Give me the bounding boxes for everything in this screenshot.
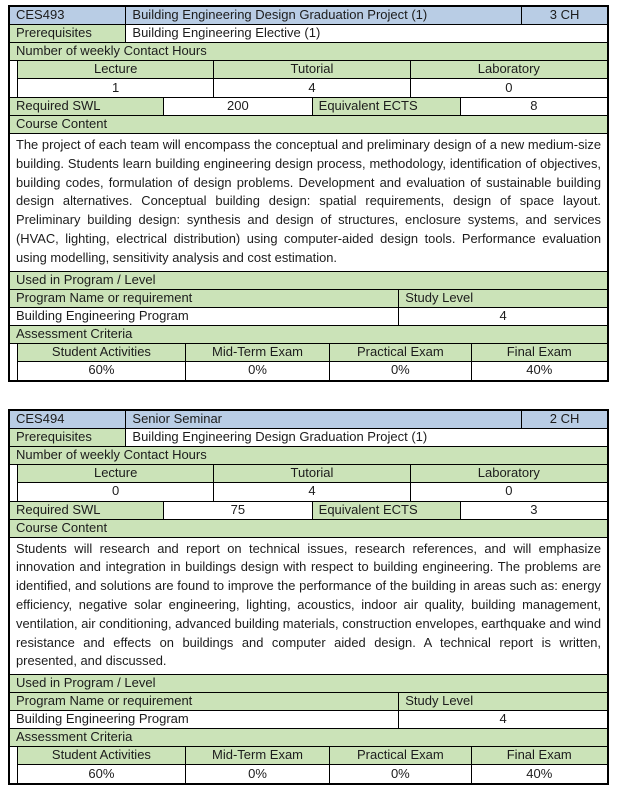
contact-hours-header-row bbox=[10, 447, 607, 465]
assessment-value-midterm-exam: 0% bbox=[186, 765, 330, 783]
contact-hours-header: Number of weekly Contact Hours bbox=[10, 447, 607, 465]
assessment-value-practical-exam: 0% bbox=[330, 765, 471, 783]
course-header-row bbox=[10, 7, 607, 25]
contact-col-header-tutorial: Tutorial bbox=[214, 465, 410, 483]
assessment-value-midterm-exam: 0% bbox=[186, 362, 330, 380]
course-content-text: The project of each team will encompass the conceptual and preliminary design of a new medium-size building. Students learn building engineering design process, methodology, identification of objectives, building codes, formulation of design problems. Development and evaluation of sustainable building design alternatives. Conceptual building design: spatial requirements, design of space layout. Preliminary building design: synthesis and design of structures, enclosure systems, and services (HVAC, lighting, electrical distribution) using computer-aided design tools. Performance evaluation using modelling, sensitivity analysis and cost estimation. bbox=[10, 134, 607, 272]
contact-col-header-lecture: Lecture bbox=[18, 465, 214, 483]
contact-col-header-tutorial: Tutorial bbox=[214, 61, 410, 79]
program-level-header-row bbox=[10, 693, 607, 711]
prerequisites-label: Prerequisites bbox=[10, 429, 126, 447]
required-swl-label: Required SWL bbox=[10, 98, 164, 116]
contact-value-laboratory: 0 bbox=[505, 79, 513, 95]
study-level-label: Study Level bbox=[399, 693, 607, 711]
study-level-value: 4 bbox=[399, 711, 607, 729]
contact-value-lecture: 1 bbox=[18, 79, 214, 97]
assessment-col-student-activities: Student Activities bbox=[18, 747, 186, 765]
course-code: CES493 bbox=[10, 7, 126, 25]
assessment-subtable bbox=[17, 344, 607, 380]
prerequisites-value: Building Engineering Design Graduation Project (1) bbox=[126, 429, 607, 447]
contact-value-laboratory: 0 bbox=[505, 483, 513, 499]
assessment-criteria-header: Assessment Criteria bbox=[10, 326, 607, 344]
program-name-label: Program Name or requirement bbox=[10, 290, 399, 308]
contact-hours-header: Number of weekly Contact Hours bbox=[10, 43, 607, 61]
required-swl-value: 200 bbox=[164, 98, 313, 116]
contact-hours-subtable bbox=[17, 465, 607, 501]
required-swl-label: Required SWL bbox=[10, 502, 164, 520]
course-content-header-row bbox=[10, 116, 607, 134]
course-title: Senior Seminar bbox=[126, 411, 522, 429]
equivalent-ects-label: Equivalent ECTS bbox=[313, 502, 461, 520]
swl-ects-row bbox=[10, 97, 607, 116]
equivalent-ects-value: 8 bbox=[461, 98, 607, 116]
program-name-label: Program Name or requirement bbox=[10, 693, 399, 711]
assessment-columns-row bbox=[18, 747, 607, 765]
course-title: Building Engineering Design Graduation Project (1) bbox=[126, 7, 522, 25]
used-in-program-row bbox=[10, 272, 607, 290]
course-content-row bbox=[10, 538, 607, 676]
course-content-header: Course Content bbox=[10, 520, 607, 538]
contact-col-header-laboratory: Laboratory bbox=[411, 465, 607, 483]
assessment-value-student-activities: 60% bbox=[18, 362, 186, 380]
assessment-header-row bbox=[10, 326, 607, 344]
program-name-value: Building Engineering Program bbox=[10, 711, 399, 729]
program-level-value-row bbox=[10, 308, 607, 326]
assessment-columns-row bbox=[18, 344, 607, 362]
program-level-value-row bbox=[10, 711, 607, 729]
course-content-header: Course Content bbox=[10, 116, 607, 134]
assessment-value-student-activities: 60% bbox=[18, 765, 186, 783]
used-in-program-row bbox=[10, 675, 607, 693]
credit-hours-badge: 3 CH bbox=[522, 7, 607, 25]
course-content-header-row bbox=[10, 520, 607, 538]
assessment-values-row bbox=[18, 765, 607, 783]
assessment-value-final-exam: 40% bbox=[526, 362, 553, 378]
course-content-text: Students will research and report on technical issues, research references, and will emphasize innovation and integration in buildings design with respect to building engineering. The problems are identified, and solutions are found to improve the performance of the building in areas such as: energy efficiency, negative solar engineering, lighting, acoustics, indoor air quality, building management, ventilation, air conditioning, advanced building materials, construction envelopes, earthquake and wind resistance and effects on buildings and computer aided design. A technical report is written, presented, and discussed. bbox=[10, 538, 607, 676]
assessment-col-practical-exam: Practical Exam bbox=[330, 747, 471, 765]
contact-values-row bbox=[18, 79, 607, 97]
course-table-ces493 bbox=[8, 5, 609, 382]
study-level-value: 4 bbox=[399, 308, 607, 326]
course-table-ces494 bbox=[8, 409, 609, 785]
assessment-col-practical-exam: Practical Exam bbox=[330, 344, 471, 362]
required-swl-value: 75 bbox=[164, 502, 313, 520]
assessment-subtable bbox=[17, 747, 607, 783]
assessment-value-final-exam: 40% bbox=[526, 765, 553, 781]
contact-values-row bbox=[18, 483, 607, 501]
assessment-col-midterm-exam: Mid-Term Exam bbox=[186, 747, 330, 765]
contact-value-lecture: 0 bbox=[18, 483, 214, 501]
equivalent-ects-label: Equivalent ECTS bbox=[313, 98, 461, 116]
assessment-col-student-activities: Student Activities bbox=[18, 344, 186, 362]
assessment-values-row bbox=[18, 362, 607, 380]
credit-hours-badge: 2 CH bbox=[522, 411, 607, 429]
contact-col-header-laboratory: Laboratory bbox=[411, 61, 607, 79]
assessment-col-final-exam: Final Exam bbox=[472, 344, 607, 362]
course-content-row bbox=[10, 134, 607, 272]
contact-columns-row bbox=[18, 61, 607, 79]
course-code: CES494 bbox=[10, 411, 126, 429]
used-in-program-header: Used in Program / Level bbox=[10, 675, 607, 693]
contact-hours-subtable bbox=[17, 61, 607, 97]
contact-columns-row bbox=[18, 465, 607, 483]
prerequisites-row bbox=[10, 429, 607, 447]
contact-col-header-lecture: Lecture bbox=[18, 61, 214, 79]
assessment-col-final-exam: Final Exam bbox=[472, 747, 607, 765]
contact-value-tutorial: 4 bbox=[214, 483, 410, 501]
program-level-header-row bbox=[10, 290, 607, 308]
contact-value-tutorial: 4 bbox=[214, 79, 410, 97]
prerequisites-value: Building Engineering Elective (1) bbox=[126, 25, 607, 43]
contact-hours-header-row bbox=[10, 43, 607, 61]
study-level-label: Study Level bbox=[399, 290, 607, 308]
assessment-header-row bbox=[10, 729, 607, 747]
prerequisites-row bbox=[10, 25, 607, 43]
course-header-row bbox=[10, 411, 607, 429]
equivalent-ects-value: 3 bbox=[461, 502, 607, 520]
assessment-value-practical-exam: 0% bbox=[330, 362, 471, 380]
used-in-program-header: Used in Program / Level bbox=[10, 272, 607, 290]
assessment-criteria-header: Assessment Criteria bbox=[10, 729, 607, 747]
prerequisites-label: Prerequisites bbox=[10, 25, 126, 43]
program-name-value: Building Engineering Program bbox=[10, 308, 399, 326]
swl-ects-row bbox=[10, 501, 607, 520]
assessment-col-midterm-exam: Mid-Term Exam bbox=[186, 344, 330, 362]
